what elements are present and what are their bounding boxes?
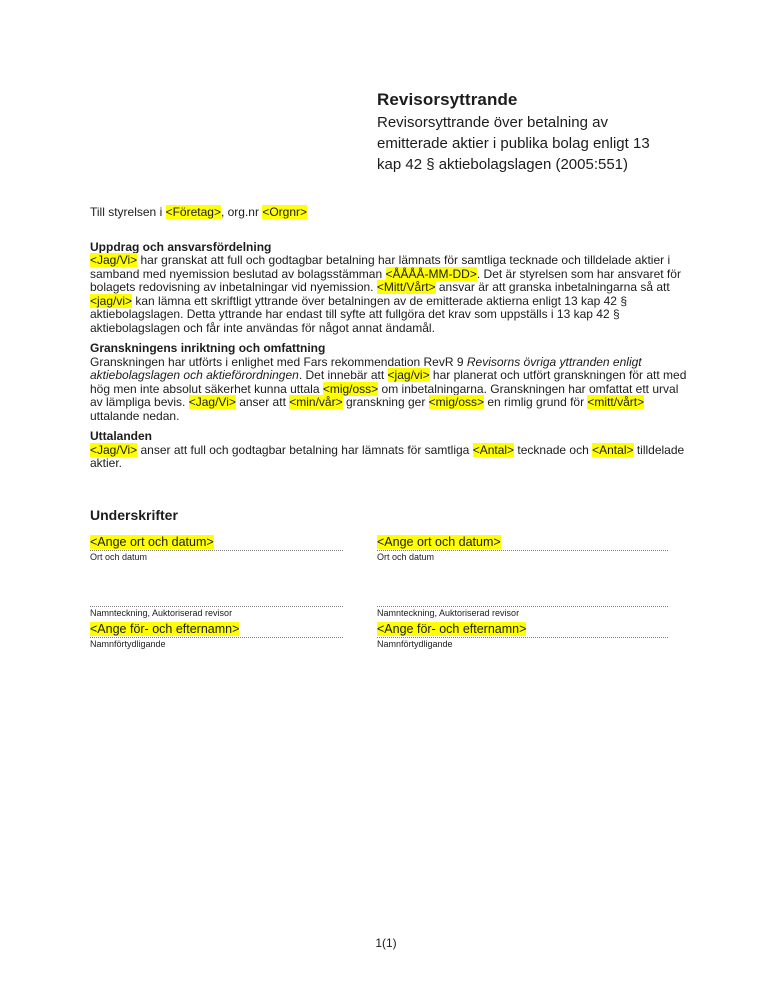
- placeholder-field[interactable]: <mitt/vårt>: [587, 395, 645, 409]
- placeholder-field[interactable]: <mig/oss>: [428, 395, 485, 409]
- placeholder-field[interactable]: <jag/vi>: [90, 293, 133, 308]
- date-field-line: [377, 535, 668, 551]
- placeholder-field[interactable]: <mig/oss>: [322, 381, 379, 396]
- text-segment: , org.nr: [220, 205, 263, 219]
- text-segment: tecknade och: [514, 442, 593, 457]
- page-number: 1(1): [375, 936, 397, 950]
- text-segment: anser att full och godtagbar betalning har lämnats för samtliga: [137, 442, 473, 457]
- placeholder-field[interactable]: <Jag/Vi>: [90, 442, 138, 457]
- placeholder-field[interactable]: <Orgnr>: [262, 205, 308, 219]
- text-segment: . Det är styrelsen som har ansvaret för bolagets redovisning av inbetalningar vid nyemission.: [90, 266, 681, 294]
- section-paragraph-uppdrag: [90, 254, 687, 335]
- recipient-line: [90, 206, 687, 220]
- signature-column-right: [377, 535, 668, 650]
- signature-field-label: Namnteckning, Auktoriserad revisor: [90, 607, 233, 618]
- text-segment: kan lämna ett skriftligt yttrande över betalningen av de emitterade aktierna enligt 13 kap 42 § aktiebolagslagen. Detta yttrande har endast till syfte att fullgöra det krav som uppställs i 13 kap 42 § aktiebolagslagen och får inte användas för något annat ändamål.: [90, 293, 627, 335]
- signatures-grid: [90, 535, 687, 650]
- name-placeholder-field[interactable]: <Ange för- och efternamn>: [377, 621, 527, 636]
- document-body: [90, 206, 687, 650]
- section-uttalanden: [90, 430, 687, 471]
- section-heading-uppdrag: Uppdrag och ansvarsfördelning: [90, 239, 272, 254]
- date-field-label: Ort och datum: [377, 551, 435, 562]
- placeholder-field[interactable]: <min/vår>: [289, 395, 343, 409]
- name-field-line: [90, 622, 343, 638]
- text-segment: en rimlig grund för: [484, 395, 588, 409]
- text-segment: tilldelade aktier.: [90, 442, 685, 470]
- section-paragraph-granskning: [90, 356, 687, 424]
- signatures-heading: Underskrifter: [90, 506, 178, 523]
- name-field-label: Namnförtydligande: [377, 638, 453, 649]
- text-segment: Revisorns övriga yttranden enligt aktiebolagslagen och aktieförordningen: [90, 354, 642, 382]
- date-field-line: [90, 535, 343, 551]
- text-segment: har planerat och utfört granskningen för att med hög men inte absolut säkerhet kunna uttala: [90, 368, 687, 396]
- signature-space: [90, 563, 343, 606]
- section-uppdrag: [90, 241, 687, 336]
- document-subtitle: Revisorsyttrande över betalning av emitterade aktier i publika bolag enligt 13 kap 42 § aktiebolagslagen (2005:551): [377, 114, 650, 173]
- text-segment: om inbetalningarna. Granskningen har omfattat ett urval av lämpliga bevis.: [90, 381, 679, 409]
- text-segment: . Det innebär att: [298, 368, 388, 382]
- placeholder-field[interactable]: <Företag>: [165, 205, 221, 219]
- date-placeholder-field[interactable]: <Ange ort och datum>: [377, 534, 501, 549]
- text-segment: Granskningen har utförts i enlighet med Fars rekommendation RevR 9: [90, 354, 467, 369]
- text-segment: uttalande nedan.: [90, 408, 180, 423]
- text-segment: har granskat att full och godtagbar betalning har lämnats för samtliga tecknade och tilldelade aktier i samband med nyemission beslutad av bolagsstämman: [90, 253, 671, 281]
- placeholder-field[interactable]: <Mitt/Vårt>: [376, 280, 436, 294]
- text-segment: granskning ger: [342, 395, 429, 409]
- name-placeholder-field[interactable]: <Ange för- och efternamn>: [90, 621, 240, 636]
- date-field-label: Ort och datum: [90, 551, 148, 562]
- signature-field-label: Namnteckning, Auktoriserad revisor: [377, 607, 520, 618]
- placeholder-field[interactable]: <ÅÅÅÅ-MM-DD>: [385, 266, 477, 281]
- text-segment: ansvar är att granska inbetalningarna så att: [435, 280, 670, 294]
- text-segment: Till styrelsen i: [90, 205, 166, 219]
- section-heading-uttalanden: Uttalanden: [90, 429, 153, 443]
- text-segment: anser att: [235, 395, 290, 409]
- date-placeholder-field[interactable]: <Ange ort och datum>: [90, 534, 214, 549]
- document-title: Revisorsyttrande: [377, 90, 518, 109]
- document-header: [377, 89, 669, 175]
- signature-space: [377, 563, 668, 606]
- placeholder-field[interactable]: <Jag/Vi>: [188, 395, 236, 409]
- section-paragraph-uttalanden: [90, 444, 687, 471]
- name-field-label: Namnförtydligande: [90, 638, 166, 649]
- section-granskning: [90, 342, 687, 423]
- signature-column-left: [90, 535, 343, 650]
- name-field-line: [377, 622, 668, 638]
- placeholder-field[interactable]: <Antal>: [592, 442, 634, 457]
- placeholder-field[interactable]: <Antal>: [472, 442, 515, 457]
- placeholder-field[interactable]: <jag/vi>: [387, 368, 430, 382]
- section-heading-granskning: Granskningens inriktning och omfattning: [90, 341, 326, 355]
- placeholder-field[interactable]: <Jag/Vi>: [90, 253, 138, 267]
